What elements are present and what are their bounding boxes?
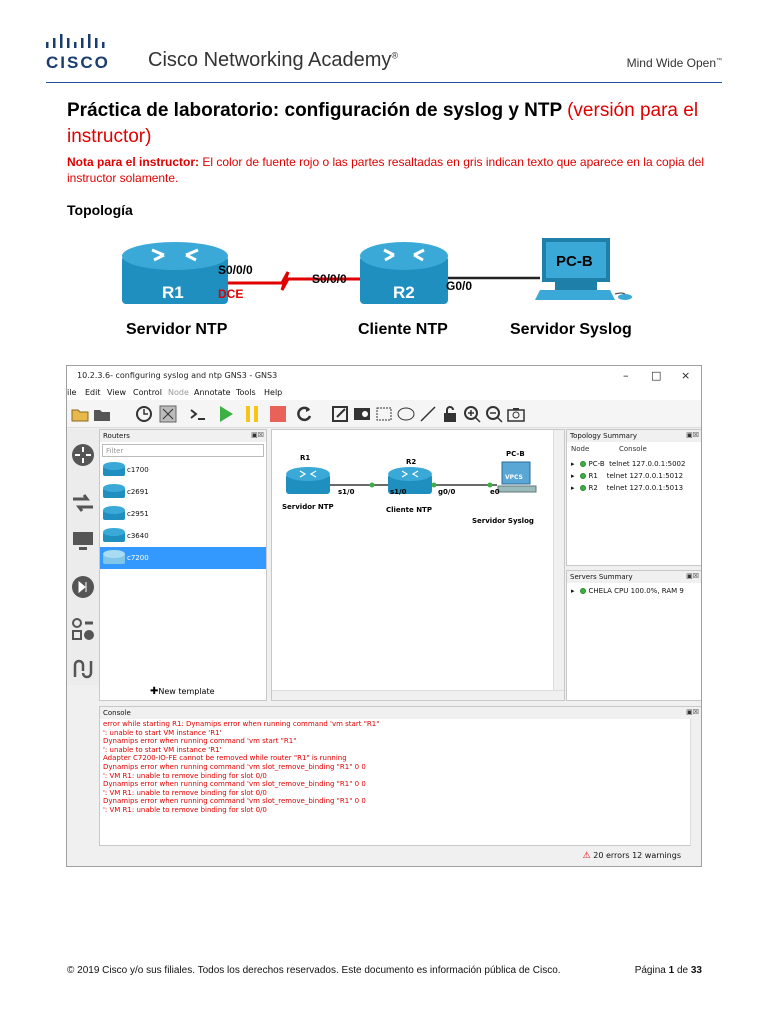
- browse-all-devices-icon[interactable]: [71, 617, 95, 641]
- console-header: Console ▣☒: [100, 707, 701, 719]
- new-template-button[interactable]: ✚New template: [150, 686, 215, 697]
- router-icon: [103, 484, 125, 498]
- gns3-window-title: 10.2.3.6- configuring syslog and ntp GNS3 - GNS3: [77, 371, 278, 380]
- cisco-logo-bars-icon: [46, 34, 114, 50]
- footer-page-number: Página 1 de 33: [634, 965, 702, 976]
- instructor-note: Nota para el instructor: El color de fuente rojo o las partes resaltadas en gris indican texto que aparece en la copia del instructor solamente.: [67, 155, 705, 185]
- r2-serial-label: S0/0/0: [312, 272, 347, 286]
- menu-control[interactable]: Control: [133, 388, 162, 397]
- insert-image-icon[interactable]: [353, 405, 371, 423]
- router-icon: [103, 506, 125, 520]
- menu-node[interactable]: Node: [168, 388, 189, 397]
- status-green-icon: [580, 485, 586, 491]
- canvas-r1-label: R1: [300, 454, 311, 462]
- add-link-icon[interactable]: [71, 657, 95, 681]
- screenshot-camera-icon[interactable]: [507, 405, 525, 423]
- r2-label: R2: [393, 283, 415, 302]
- open-folder-icon[interactable]: [71, 405, 89, 423]
- draw-line-icon[interactable]: [419, 405, 437, 423]
- routers-panel: [99, 429, 267, 701]
- r1-label: R1: [162, 283, 184, 302]
- canvas-port-label: s1/0: [390, 488, 407, 496]
- cisco-wordmark: CISCO: [46, 53, 110, 72]
- canvas-vertical-scrollbar[interactable]: [553, 430, 564, 700]
- server-row[interactable]: ▸ CHELA CPU 100.0%, RAM 9: [571, 587, 684, 595]
- gns3-window: [66, 365, 702, 867]
- show-interfaces-icon[interactable]: [159, 405, 177, 423]
- router-filter-input[interactable]: Filter: [102, 444, 264, 457]
- error-status[interactable]: ⚠ 20 errors 12 warnings: [582, 851, 681, 861]
- browse-end-devices-icon[interactable]: [71, 529, 95, 553]
- topology-canvas[interactable]: [271, 429, 565, 701]
- topology-summary-row[interactable]: ▸ PC-B telnet 127.0.0.1:5002: [571, 460, 686, 468]
- r1-port-label: S0/0/0: [218, 263, 253, 277]
- open-project-icon[interactable]: [93, 405, 111, 423]
- page-header: [0, 0, 768, 90]
- canvas-caption-cliente-ntp: Cliente NTP: [386, 506, 432, 514]
- warning-triangle-icon: ⚠: [582, 851, 591, 861]
- topology-summary-row[interactable]: ▸ R2 telnet 127.0.0.1:5013: [571, 484, 684, 492]
- gns3-toolbar: [67, 400, 701, 428]
- tagline: Mind Wide Open™: [626, 56, 722, 70]
- status-green-icon: [580, 461, 586, 467]
- close-icon[interactable]: ×: [681, 369, 691, 382]
- pc-b-label: PC-B: [556, 253, 593, 270]
- canvas-r2-label: R2: [406, 458, 417, 466]
- menu-tools[interactable]: Tools: [236, 388, 256, 397]
- suspend-all-icon[interactable]: [243, 405, 261, 423]
- router-icon: [103, 528, 125, 542]
- browse-security-devices-icon[interactable]: [71, 575, 95, 599]
- header-rule: [46, 82, 722, 83]
- draw-rectangle-icon[interactable]: [375, 405, 393, 423]
- menu-help[interactable]: Help: [264, 388, 283, 397]
- menu-annotate[interactable]: Annotate: [194, 388, 231, 397]
- minimize-icon[interactable]: –: [623, 369, 629, 382]
- r2-gig-label: G0/0: [446, 279, 473, 293]
- menu-file[interactable]: ile: [67, 388, 77, 397]
- menu-edit[interactable]: Edit: [85, 388, 101, 397]
- col-console: Console: [619, 445, 647, 453]
- browse-switches-icon[interactable]: [71, 491, 95, 515]
- router-template-item[interactable]: c2951: [100, 503, 266, 525]
- page-title: Práctica de laboratorio: configuración de syslog y NTP (versión para el instructor): [67, 100, 699, 147]
- canvas-port-label: g0/0: [438, 488, 456, 496]
- console-panel[interactable]: [99, 706, 702, 846]
- device-type-dock: [67, 429, 99, 685]
- zoom-out-icon[interactable]: [485, 405, 503, 423]
- maximize-icon[interactable]: □: [651, 369, 662, 382]
- console-output: error while starting R1: Dynamips error when running command 'vm start "R1" ': unable to start VM instance 'R1' Dynamips error when running command 'vm start "R1" ': unable to start VM instance 'R1' Adapter C7200-IO-FE cannot be removed while router "R1" is running Dynamips error when running command 'vm slot_remove_binding "R1" 0 0 ': VM R1: unable to remove binding for slot 0/0 Dynamips error when running command 'vm slot_remove_binding "R1" 0 0 ': VM R1: unable to remove binding for slot 0/0 Dynamips error when running command 'vm slot_remove_binding "R1" 0 0 ': VM R1: unable to remove binding for slot 0/0: [103, 720, 380, 814]
- academy-name: Cisco Networking Academy®: [148, 49, 399, 71]
- routers-panel-header: Routers ▣☒: [100, 430, 266, 442]
- caption-servidor-syslog: Servidor Syslog: [510, 321, 632, 338]
- router-template-item-selected[interactable]: c7200: [100, 547, 266, 569]
- snapshot-clock-icon[interactable]: [135, 405, 153, 423]
- browse-routers-icon[interactable]: [71, 443, 95, 467]
- topology-heading: Topología: [67, 202, 133, 218]
- caption-cliente-ntp: Cliente NTP: [358, 321, 448, 338]
- router-icon: [103, 462, 125, 476]
- canvas-port-label: e0: [490, 488, 500, 496]
- canvas-topology: [272, 430, 554, 550]
- canvas-horizontal-scrollbar[interactable]: [272, 690, 564, 700]
- lock-icon[interactable]: [441, 405, 459, 423]
- caption-servidor-ntp: Servidor NTP: [126, 321, 228, 338]
- console-scrollbar[interactable]: [690, 719, 701, 847]
- reload-all-icon[interactable]: [295, 405, 313, 423]
- r1-dce-label: DCE: [218, 287, 244, 301]
- start-all-icon[interactable]: [217, 405, 235, 423]
- canvas-pcb-label: PC-B: [506, 450, 525, 458]
- router-icon: [103, 550, 125, 564]
- add-note-icon[interactable]: [331, 405, 349, 423]
- status-green-icon: [580, 473, 586, 479]
- canvas-port-label: s1/0: [338, 488, 355, 496]
- topology-summary-row[interactable]: ▸ R1 telnet 127.0.0.1:5012: [571, 472, 684, 480]
- draw-ellipse-icon[interactable]: [397, 405, 415, 423]
- canvas-vpcs-label: VPCS: [505, 474, 523, 481]
- menu-view[interactable]: View: [107, 388, 126, 397]
- status-bar: [67, 846, 701, 866]
- topology-summary-panel: [566, 429, 702, 566]
- router-template-item[interactable]: c2691: [100, 481, 266, 503]
- router-template-item[interactable]: c1700: [100, 459, 266, 481]
- col-node: Node: [571, 445, 590, 453]
- zoom-in-icon[interactable]: [463, 405, 481, 423]
- gns3-menubar: [67, 386, 701, 400]
- stop-all-icon[interactable]: [269, 405, 287, 423]
- router-template-item[interactable]: c3640: [100, 525, 266, 547]
- canvas-caption-servidor-ntp: Servidor NTP: [282, 503, 334, 511]
- servers-summary-panel: [566, 570, 702, 701]
- servers-summary-header: Servers Summary ▣☒: [567, 571, 701, 583]
- footer-copyright: © 2019 Cisco y/o sus filiales. Todos los derechos reservados. Este documento es información pública de Cisco.: [67, 965, 561, 976]
- canvas-router-r1-icon: [286, 467, 330, 494]
- topology-summary-header: Topology Summary ▣☒: [567, 430, 701, 442]
- canvas-caption-servidor-syslog: Servidor Syslog: [472, 517, 534, 525]
- plus-icon: ✚: [150, 686, 159, 697]
- console-all-icon[interactable]: [189, 405, 207, 423]
- gns3-titlebar: [67, 366, 701, 386]
- status-green-icon: [580, 588, 586, 594]
